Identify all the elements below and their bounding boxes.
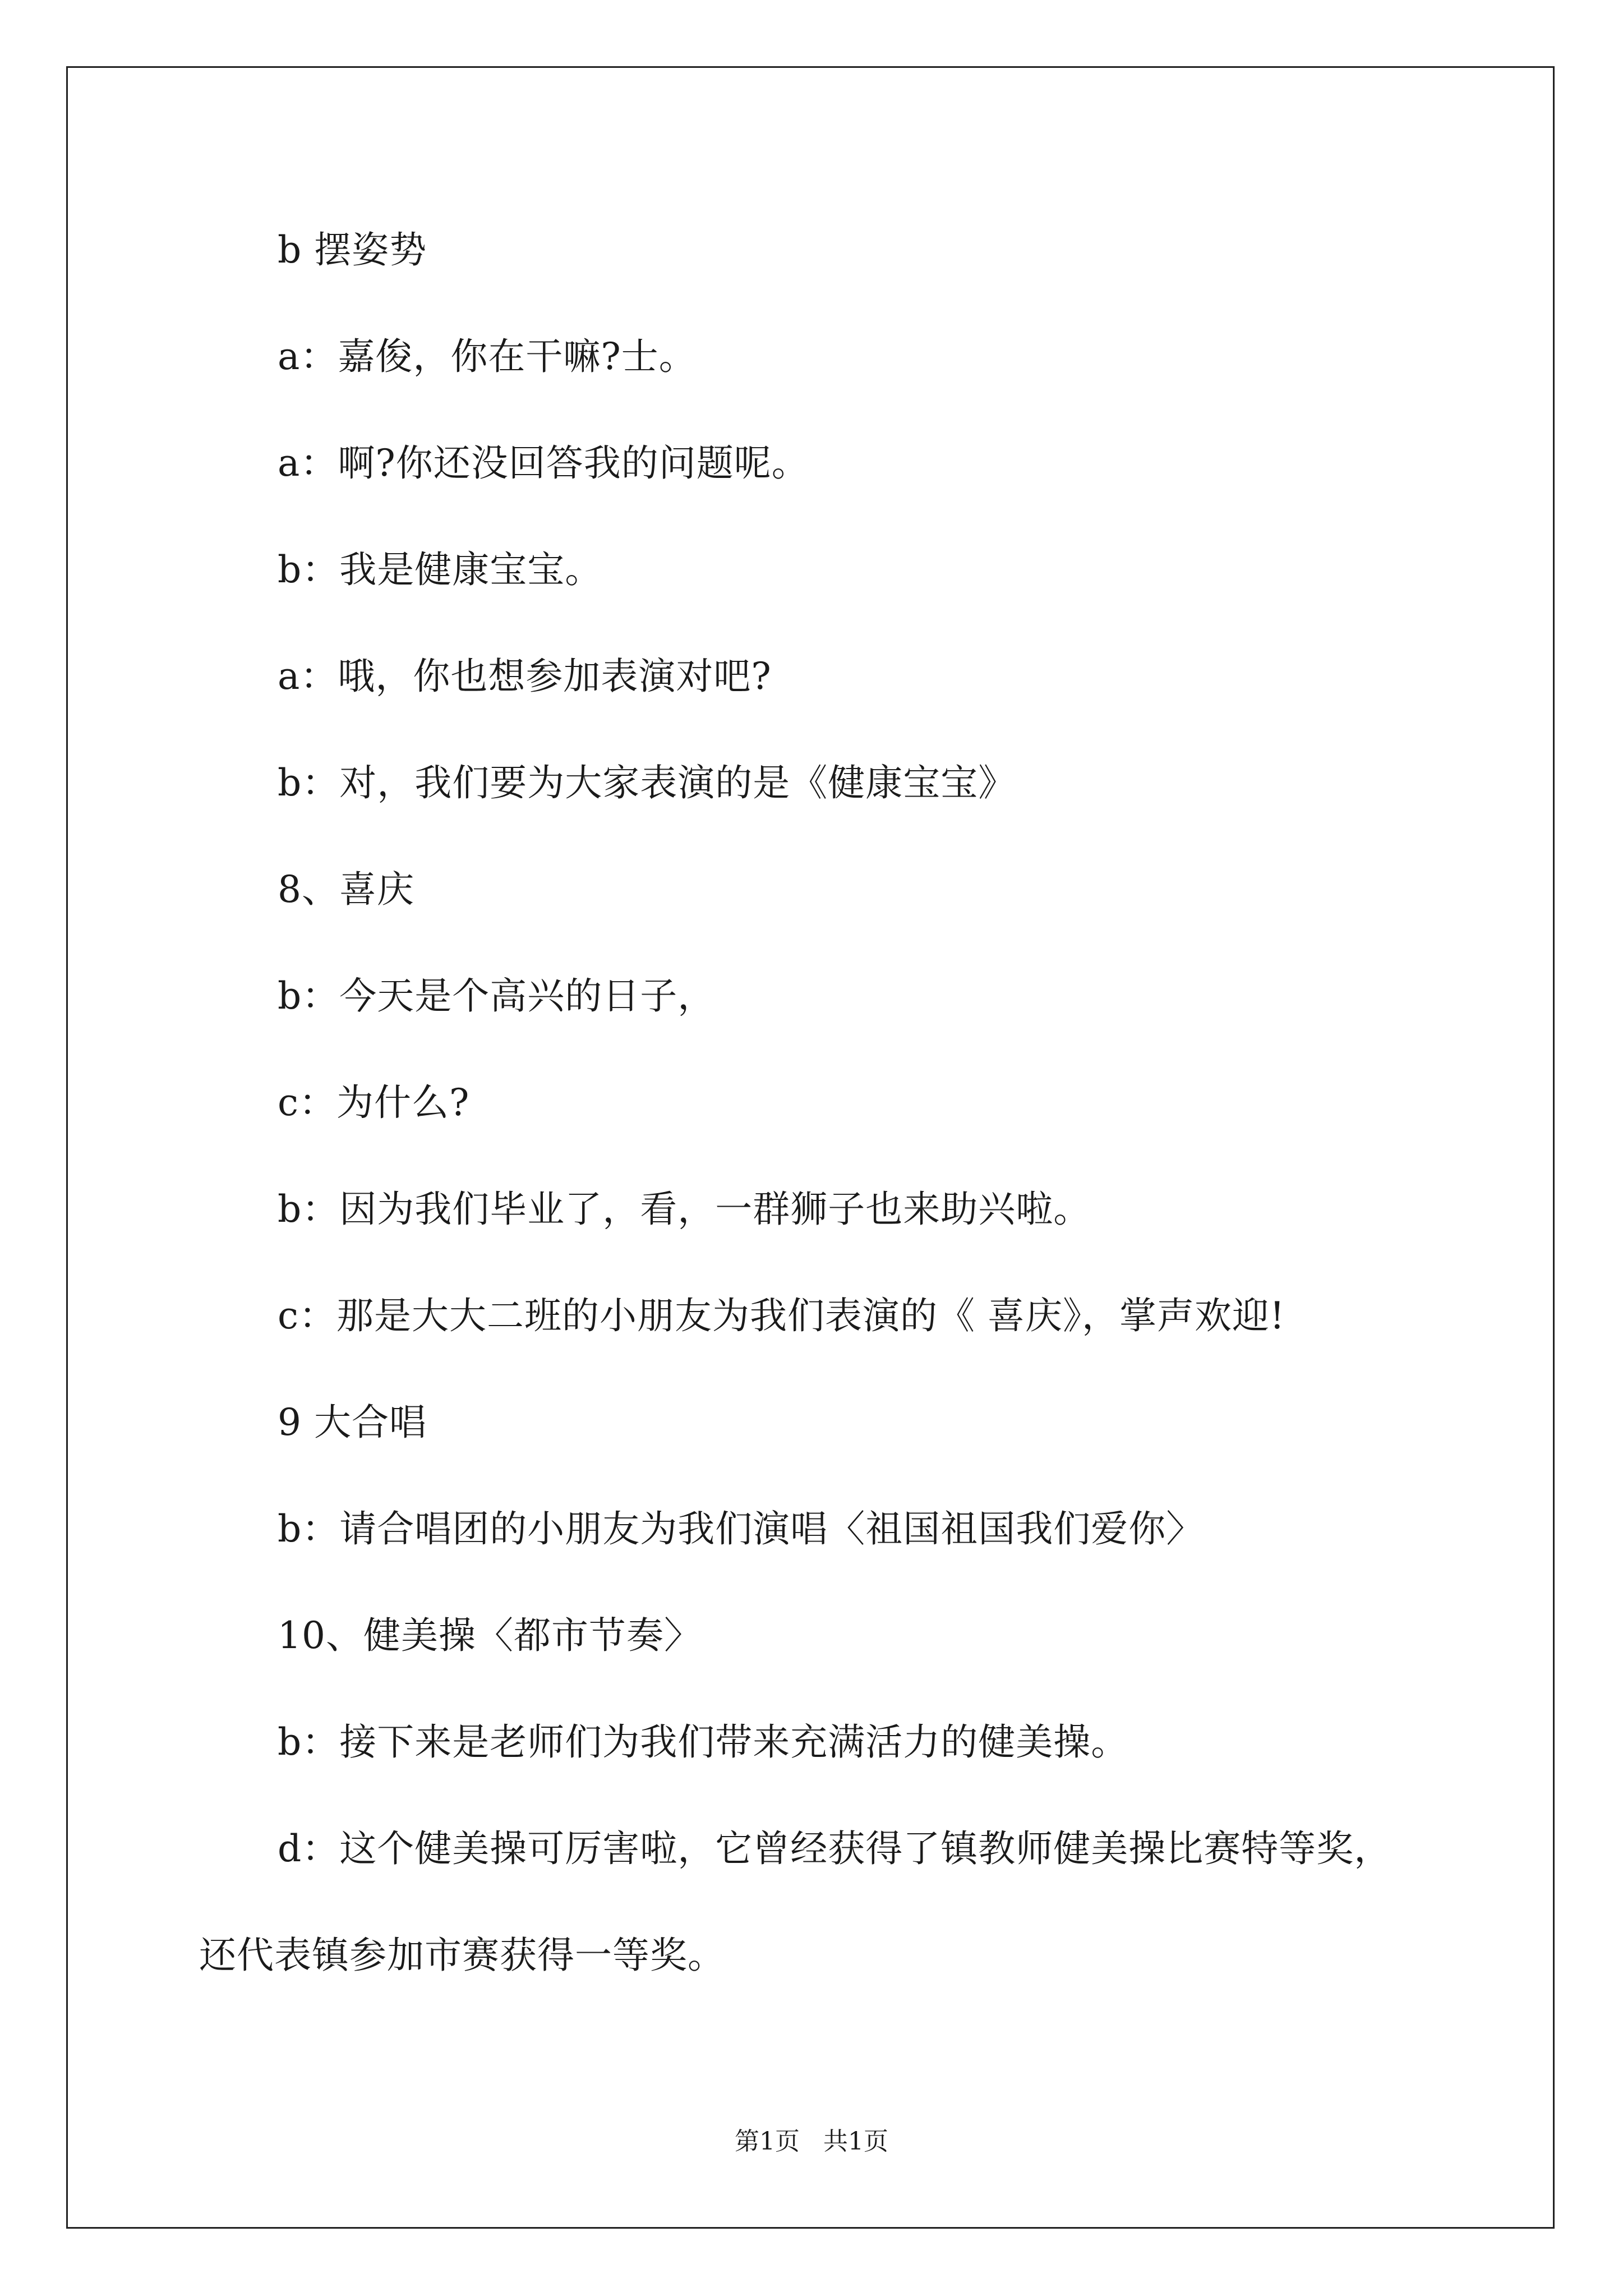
- text-line: b：对，我们要为大家表演的是《健康宝宝》: [278, 761, 1016, 804]
- text-line: a：哦，你也想参加表演对吧?: [278, 655, 772, 698]
- section-heading: 9 大合唱: [278, 1401, 427, 1444]
- section-heading: 8、喜庆: [278, 868, 414, 911]
- page-footer: 第1页 共1页: [735, 2127, 888, 2156]
- text-line: b：因为我们毕业了，看，一群狮子也来助兴啦。: [278, 1188, 1091, 1231]
- text-line: 还代表镇参加市赛获得一等奖。: [199, 1934, 725, 1977]
- text-line: d：这个健美操可厉害啦，它曾经获得了镇教师健美操比赛特等奖，: [278, 1827, 1392, 1870]
- text-line: b：今天是个高兴的日子，: [278, 974, 716, 1018]
- text-line: c：那是大大二班的小朋友为我们表演的《 喜庆》，掌声欢迎!: [278, 1294, 1285, 1337]
- text-line: a：嘉俊，你在干嘛?士。: [278, 335, 697, 378]
- text-line: b 摆姿势: [278, 228, 427, 272]
- text-line: b：请合唱团的小朋友为我们演唱〈祖国祖国我们爱你〉: [278, 1507, 1204, 1550]
- section-heading: 10、健美操〈都市节奏〉: [278, 1614, 702, 1657]
- page-border: [66, 66, 1555, 2229]
- text-line: a：啊?你还没回答我的问题呢。: [278, 441, 809, 485]
- text-line: b：接下来是老师们为我们带来充满活力的健美操。: [278, 1720, 1129, 1764]
- text-line: c：为什么?: [278, 1081, 470, 1124]
- text-line: b：我是健康宝宝。: [278, 548, 603, 591]
